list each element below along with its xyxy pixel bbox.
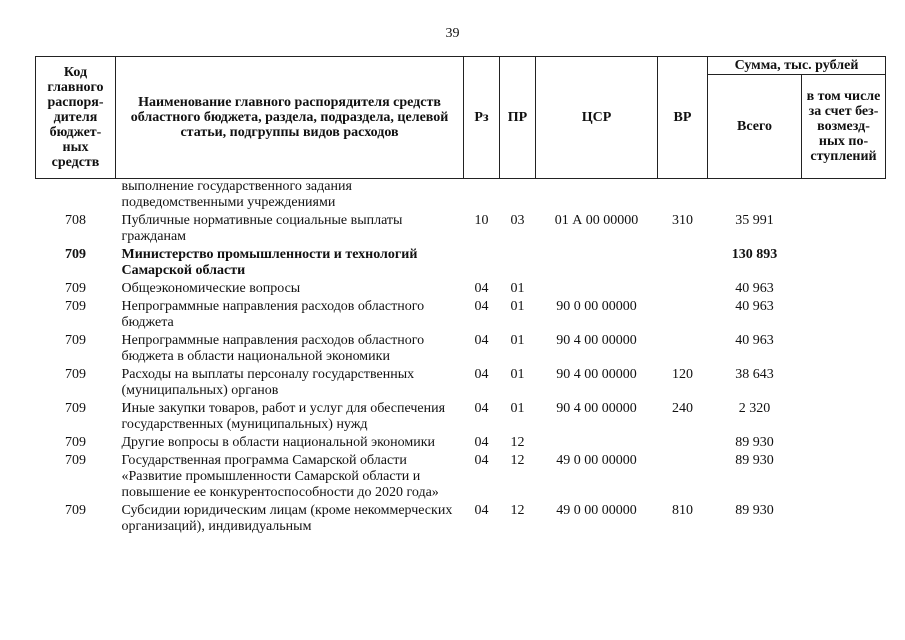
cell-name: Министерство промышленности и технологий Самарской области (121, 247, 418, 278)
cell-pr: 01 (510, 299, 525, 314)
table-row (36, 281, 886, 299)
page-number: 39 (445, 26, 460, 41)
cell-rz (464, 179, 500, 214)
cell-total (708, 179, 802, 214)
cell-grants (802, 179, 886, 214)
header-name: Наименование главного распорядителя средств областного бюджета, раздела, подраздела, целевой статьи, подгруппы видов расходов (116, 57, 464, 179)
cell-grants (802, 435, 886, 453)
cell-name: Публичные нормативные социальные выплаты гражданам (121, 213, 403, 244)
cell-grants (802, 333, 886, 367)
cell-total: 89 930 (735, 503, 774, 518)
cell-vr (658, 333, 708, 367)
cell-pr: 12 (510, 453, 525, 468)
cell-total: 89 930 (735, 453, 774, 468)
cell-csr: 90 4 00 00000 (556, 401, 637, 416)
cell-pr (500, 247, 536, 281)
cell-name: Субсидии юридическим лицам (кроме некоммерческих организаций), индивидуальным (121, 503, 453, 534)
cell-pr (500, 179, 536, 214)
header-total: Всего (708, 75, 802, 179)
cell-pr: 12 (510, 435, 525, 450)
cell-pr: 01 (510, 281, 525, 296)
cell-vr (658, 247, 708, 281)
cell-rz: 10 (474, 213, 489, 228)
cell-code: 709 (65, 281, 86, 296)
cell-grants (802, 247, 886, 281)
cell-total: 40 963 (735, 333, 774, 348)
table-row (36, 299, 886, 333)
table-row (36, 179, 886, 214)
cell-vr: 120 (672, 367, 693, 382)
cell-rz: 04 (474, 299, 489, 314)
cell-total: 2 320 (738, 401, 771, 416)
cell-vr: 240 (672, 401, 693, 416)
table-row (36, 401, 886, 435)
cell-csr: 90 4 00 00000 (556, 333, 637, 348)
cell-vr (658, 179, 708, 214)
cell-rz: 04 (474, 503, 489, 518)
cell-csr: 49 0 00 00000 (556, 453, 637, 468)
cell-csr (536, 281, 658, 299)
cell-name: Общеэкономические вопросы (121, 281, 301, 296)
cell-vr (658, 453, 708, 503)
header-csr: ЦСР (536, 57, 658, 179)
table-row (36, 367, 886, 401)
cell-rz (464, 247, 500, 281)
cell-vr (658, 281, 708, 299)
cell-pr: 01 (510, 401, 525, 416)
cell-csr: 49 0 00 00000 (556, 503, 637, 518)
cell-code: 708 (65, 213, 86, 228)
cell-code (36, 179, 116, 214)
header-code: Код главного распоря-дителя бюджет-ных средств (36, 57, 116, 179)
cell-csr (536, 247, 658, 281)
cell-csr (536, 435, 658, 453)
table-row (36, 453, 886, 503)
cell-code: 709 (65, 453, 86, 468)
cell-grants (802, 299, 886, 333)
cell-grants (802, 503, 886, 537)
table-row (36, 213, 886, 247)
cell-name: Непрограммные направления расходов областного бюджета (121, 299, 425, 330)
table-row (36, 333, 886, 367)
cell-code: 709 (65, 367, 86, 382)
cell-rz: 04 (474, 281, 489, 296)
cell-pr: 12 (510, 503, 525, 518)
cell-rz: 04 (474, 367, 489, 382)
cell-rz: 04 (474, 333, 489, 348)
cell-name: Другие вопросы в области национальной экономики (121, 435, 436, 450)
cell-total: 40 963 (735, 281, 774, 296)
header-rz: Рз (464, 57, 500, 179)
cell-code: 709 (65, 299, 86, 314)
cell-vr (658, 435, 708, 453)
cell-total: 130 893 (731, 247, 778, 262)
cell-total: 35 991 (735, 213, 774, 228)
cell-name: Государственная программа Самарской области «Развитие промышленности Самарской области и повышение ее конкурентоспособности до 2020 года» (121, 453, 439, 500)
cell-name: Непрограммные направления расходов областного бюджета в области национальной экономики (121, 333, 425, 364)
cell-rz: 04 (474, 435, 489, 450)
table-row (36, 503, 886, 537)
table-header (36, 57, 886, 179)
cell-pr: 01 (510, 367, 525, 382)
cell-vr (658, 299, 708, 333)
header-pr: ПР (500, 57, 536, 179)
header-grants: в том числе за счет без-возмезд-ных по-ступлений (802, 75, 886, 179)
cell-csr: 01 А 00 00000 (554, 213, 639, 228)
table-row (36, 435, 886, 453)
cell-grants (802, 281, 886, 299)
cell-total: 89 930 (735, 435, 774, 450)
header-vr: ВР (658, 57, 708, 179)
cell-total: 40 963 (735, 299, 774, 314)
cell-grants (802, 213, 886, 247)
cell-name: выполнение государственного задания подведомственными учреждениями (121, 179, 352, 210)
cell-csr: 90 0 00 00000 (556, 299, 637, 314)
cell-grants (802, 401, 886, 435)
table-body (36, 179, 886, 538)
cell-csr: 90 4 00 00000 (556, 367, 637, 382)
cell-rz: 04 (474, 401, 489, 416)
cell-csr (536, 179, 658, 214)
cell-name: Расходы на выплаты персоналу государственных (муниципальных) органов (121, 367, 415, 398)
cell-code: 709 (65, 435, 86, 450)
budget-table (35, 56, 886, 537)
cell-code: 709 (65, 333, 86, 348)
table-row (36, 247, 886, 281)
cell-code: 709 (65, 401, 86, 416)
cell-grants (802, 367, 886, 401)
cell-name: Иные закупки товаров, работ и услуг для обеспечения государственных (муниципальных) нужд (121, 401, 446, 432)
cell-pr: 01 (510, 333, 525, 348)
cell-pr: 03 (510, 213, 525, 228)
cell-vr: 310 (672, 213, 693, 228)
cell-rz: 04 (474, 453, 489, 468)
cell-vr: 810 (672, 503, 693, 518)
header-sum: Сумма, тыс. рублей (708, 57, 886, 75)
cell-code: 709 (65, 247, 86, 262)
cell-grants (802, 453, 886, 503)
cell-code: 709 (65, 503, 86, 518)
cell-total: 38 643 (735, 367, 774, 382)
